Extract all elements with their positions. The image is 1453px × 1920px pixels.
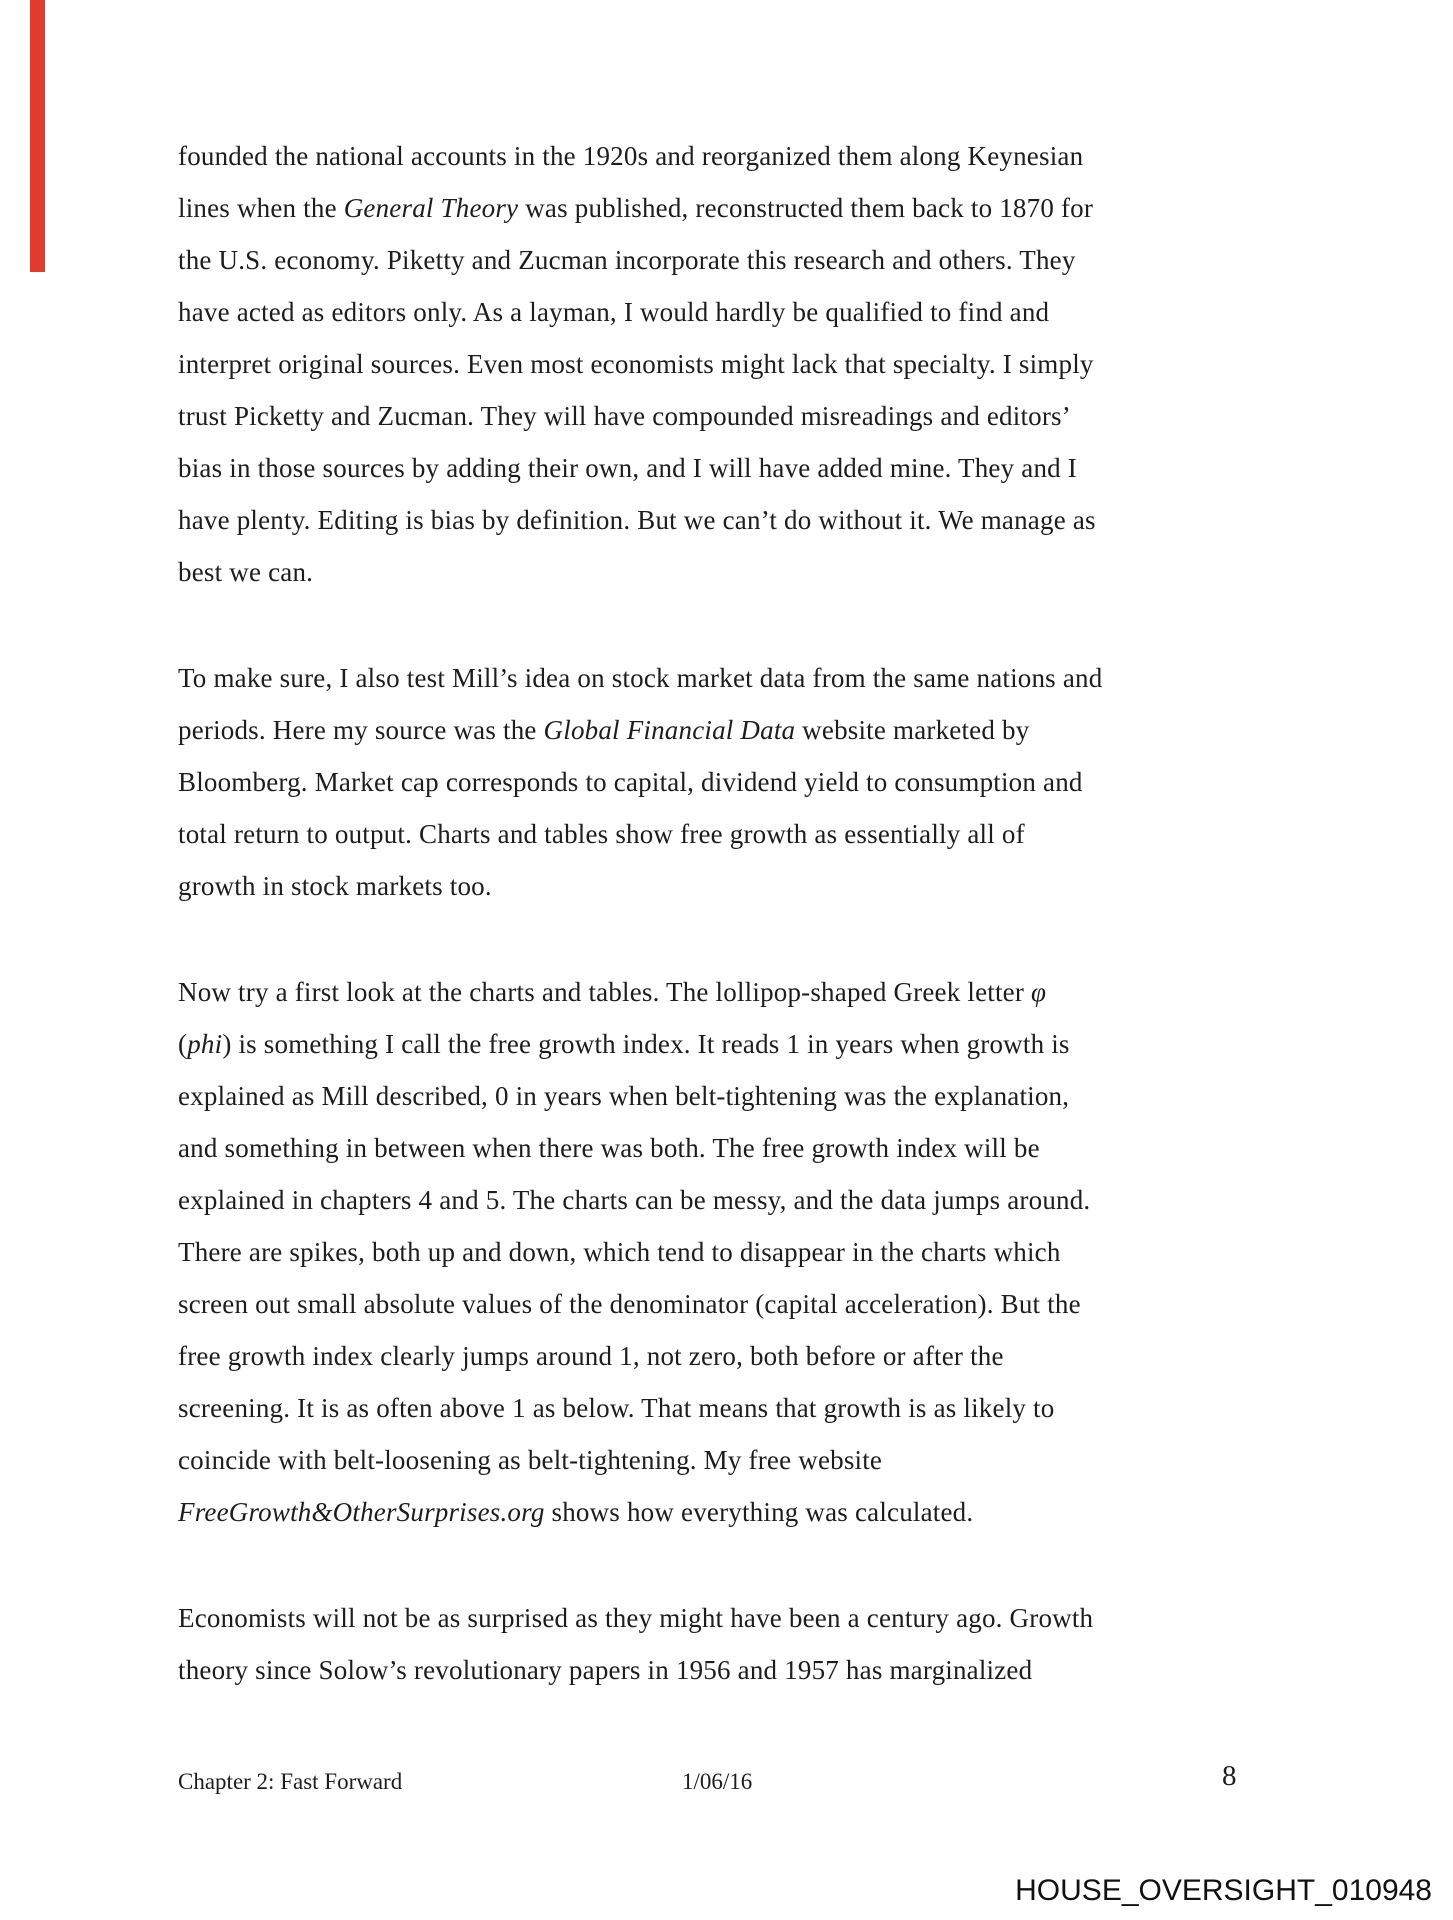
text-segment: screen out small absolute values of the denominator (capital acceleration). But the — [178, 1289, 1081, 1319]
text-segment: Bloomberg. Market cap corresponds to capital, dividend yield to consumption and — [178, 767, 1083, 797]
text-segment: trust Picketty and Zucman. They will have compounded misreadings and editors’ — [178, 401, 1071, 431]
body-paragraph — [178, 1592, 1318, 1696]
text-segment: free growth index clearly jumps around 1, not zero, both before or after the — [178, 1341, 1004, 1371]
footer-page-number: 8 — [1222, 1760, 1237, 1792]
body-text — [178, 130, 1318, 1696]
text-segment: shows how everything was calculated. — [544, 1497, 974, 1527]
text-line — [178, 390, 1318, 442]
text-line — [178, 1018, 1318, 1070]
text-line — [178, 1330, 1318, 1382]
text-segment: ( — [178, 1029, 188, 1059]
text-segment: ) is something I call the free growth index. It reads 1 in years when growth is — [222, 1029, 1070, 1059]
text-line — [178, 1122, 1318, 1174]
text-line — [178, 652, 1318, 704]
text-line — [178, 860, 1318, 912]
text-segment: Economists will not be as surprised as they might have been a century ago. Growth — [178, 1603, 1094, 1633]
italic-text-segment: phi — [187, 1029, 223, 1059]
italic-text-segment: Global Financial Data — [543, 715, 796, 745]
text-segment: periods. Here my source was the — [178, 715, 544, 745]
text-line — [178, 1226, 1318, 1278]
text-segment: founded the national accounts in the 1920s and reorganized them along Keynesian — [178, 141, 1084, 171]
text-line — [178, 1644, 1318, 1696]
footer-chapter-title: Chapter 2: Fast Forward — [178, 1769, 403, 1794]
text-segment: have acted as editors only. As a layman, I would hardly be qualified to find and — [178, 297, 1050, 327]
body-paragraph — [178, 130, 1318, 598]
text-line — [178, 338, 1318, 390]
text-line — [178, 1174, 1318, 1226]
text-line — [178, 234, 1318, 286]
text-line — [178, 182, 1318, 234]
text-segment: There are spikes, both up and down, which tend to disappear in the charts which — [178, 1237, 1061, 1267]
text-line — [178, 1486, 1318, 1538]
text-line — [178, 546, 1318, 598]
text-segment: screening. It is as often above 1 as below. That means that growth is as likely to — [178, 1393, 1055, 1423]
text-line — [178, 494, 1318, 546]
text-segment: and something in between when there was both. The free growth index will be — [178, 1133, 1040, 1163]
bates-stamp: HOUSE_OVERSIGHT_010948 — [1015, 1874, 1432, 1907]
text-segment: bias in those sources by adding their own, and I will have added mine. They and I — [178, 453, 1077, 483]
text-segment: interpret original sources. Even most economists might lack that specialty. I simply — [178, 349, 1094, 379]
text-segment: coincide with belt-loosening as belt-tightening. My free website — [178, 1445, 883, 1475]
italic-text-segment: φ — [1031, 977, 1047, 1007]
text-segment: growth in stock markets too. — [178, 871, 492, 901]
body-paragraph — [178, 652, 1318, 912]
text-segment: To make sure, I also test Mill’s idea on stock market data from the same nations and — [178, 663, 1103, 693]
text-segment: total return to output. Charts and tables show free growth as essentially all of — [178, 819, 1025, 849]
text-line — [178, 1434, 1318, 1486]
text-line — [178, 1382, 1318, 1434]
text-segment: explained in chapters 4 and 5. The charts can be messy, and the data jumps around. — [178, 1185, 1091, 1215]
text-segment: have plenty. Editing is bias by definition. But we can’t do without it. We manage as — [178, 505, 1096, 535]
italic-text-segment: FreeGrowth&OtherSurprises.org — [178, 1497, 545, 1527]
text-segment: explained as Mill described, 0 in years when belt-tightening was the explanation, — [178, 1081, 1070, 1111]
text-line — [178, 704, 1318, 756]
footer-date: 1/06/16 — [682, 1769, 753, 1794]
text-line — [178, 1070, 1318, 1122]
text-line — [178, 966, 1318, 1018]
text-segment: the U.S. economy. Piketty and Zucman incorporate this research and others. They — [178, 245, 1076, 275]
text-segment: Now try a first look at the charts and tables. The lollipop-shaped Greek letter — [178, 977, 1031, 1007]
text-segment: theory since Solow’s revolutionary papers in 1956 and 1957 has marginalized — [178, 1655, 1033, 1685]
text-line — [178, 442, 1318, 494]
text-line — [178, 808, 1318, 860]
italic-text-segment: General Theory — [343, 193, 519, 223]
text-line — [178, 1278, 1318, 1330]
text-segment: was published, reconstructed them back to 1870 for — [518, 193, 1094, 223]
text-segment: best we can. — [178, 557, 314, 587]
text-line — [178, 130, 1318, 182]
text-line — [178, 286, 1318, 338]
text-line — [178, 756, 1318, 808]
body-paragraph — [178, 966, 1318, 1538]
text-segment: website marketed by — [795, 715, 1030, 745]
text-line — [178, 1592, 1318, 1644]
text-segment: lines when the — [178, 193, 344, 223]
red-flag-marker — [30, 0, 45, 272]
